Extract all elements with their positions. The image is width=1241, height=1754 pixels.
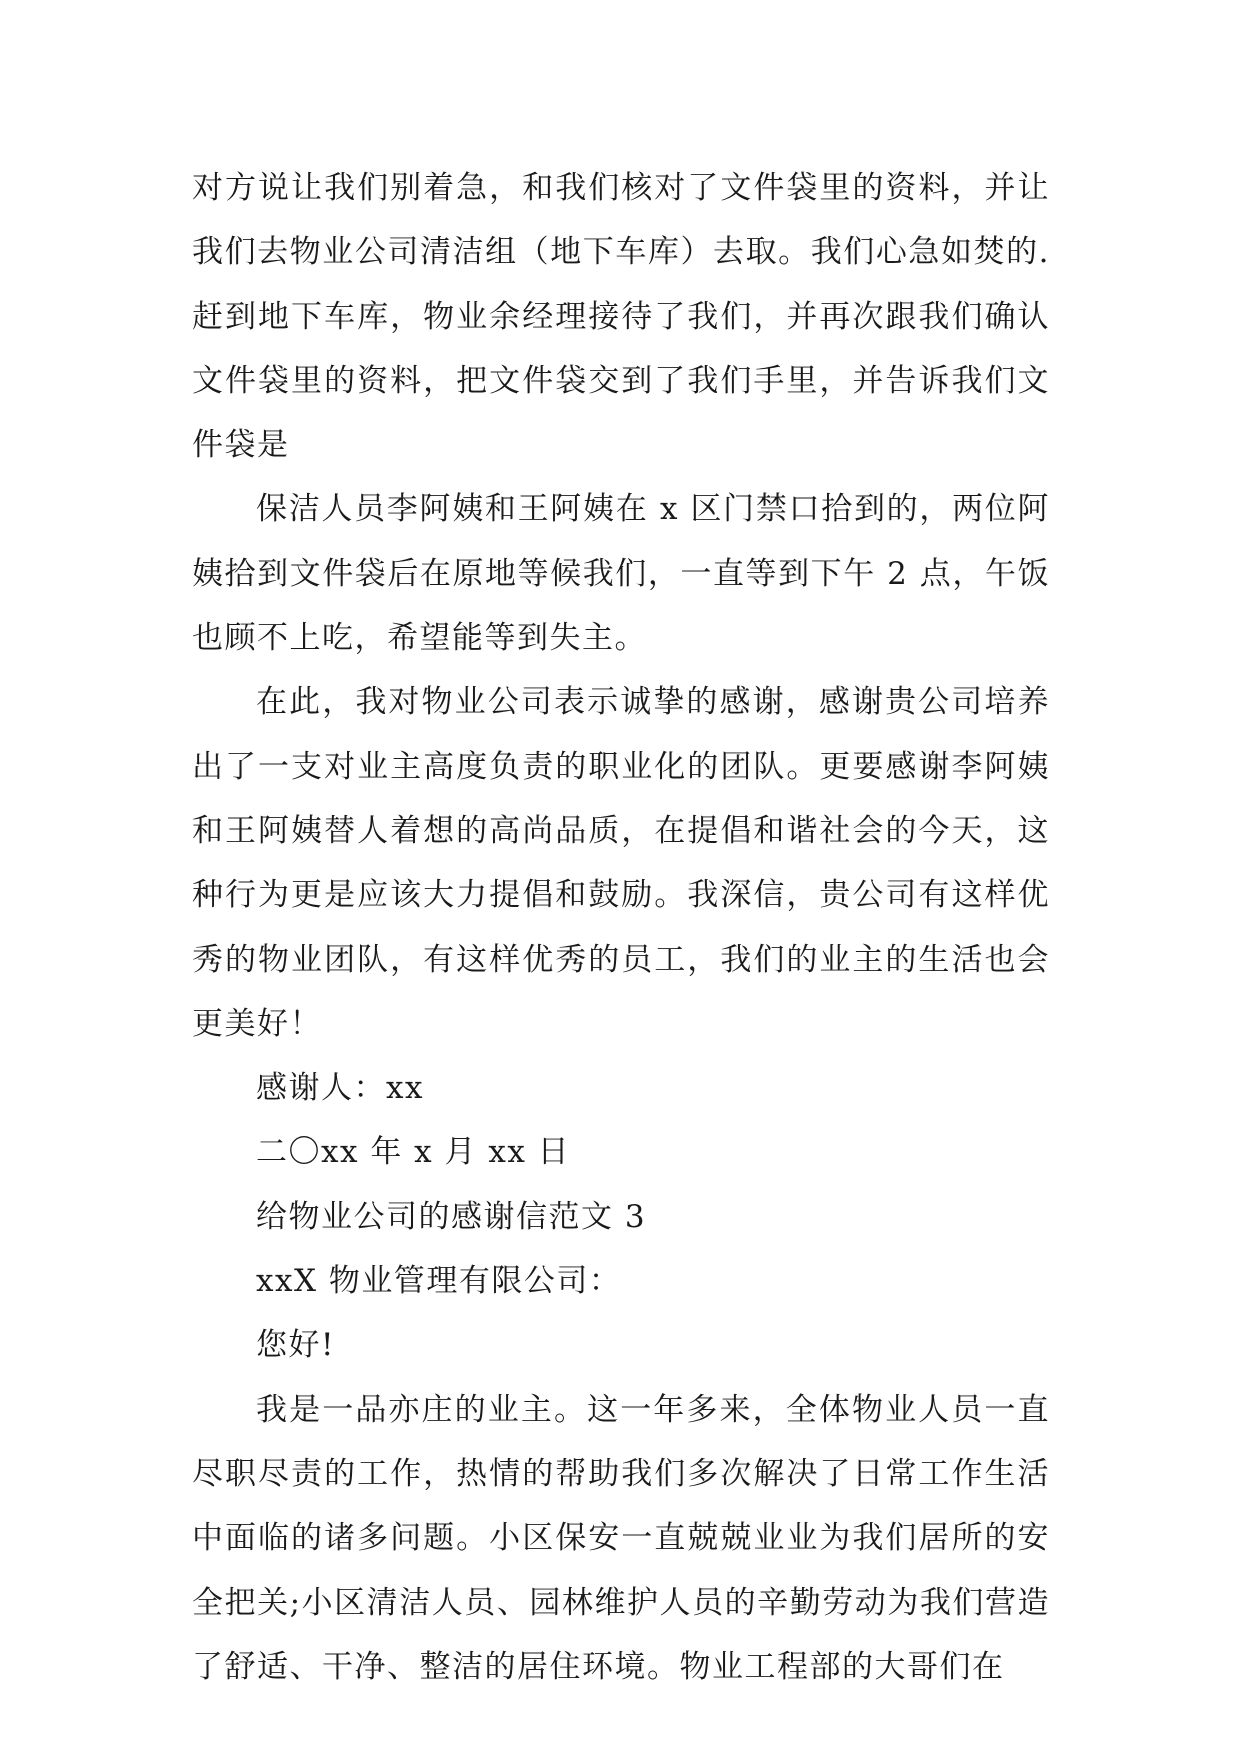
paragraph-thanks: 在此，我对物业公司表示诚挚的感谢，感谢贵公司培养出了一支对业主高度负责的职业化的团队。更要感谢李阿姨和王阿姨替人着想的高尚品质，在提倡和谐社会的今天，这种行为更是应该大力提倡和鼓励。我深信，贵公司有这样优秀的物业团队，有这样优秀的员工，我们的业主的生活也会更美好！ bbox=[192, 684, 1050, 1042]
paragraph-cleaners: 保洁人员李阿姨和王阿姨在 x 区门禁口拾到的，两位阿姨拾到文件袋后在原地等候我们，一直等到下午 2 点，午饭也顾不上吃，希望能等到失主。 bbox=[192, 491, 1050, 657]
date-line: 二〇xx 年 x 月 xx 日 bbox=[256, 1134, 571, 1171]
greeting-line: 您好! bbox=[256, 1327, 335, 1364]
paragraph-owner: 我是一品亦庄的业主。这一年多来，全体物业人员一直尽职尽责的工作，热情的帮助我们多次解决了日常工作生活中面临的诸多问题。小区保安一直兢兢业业为我们居所的安全把关;小区清洁人员、园林维护人员的辛勤劳动为我们营造了舒适、干净、整洁的居住环境。物业工程部的大哥们在 bbox=[192, 1391, 1050, 1685]
letter-heading: 给物业公司的感谢信范文 3 bbox=[256, 1198, 647, 1235]
signature-line: 感谢人：xx bbox=[256, 1070, 424, 1107]
addressee-line: xxX 物业管理有限公司： bbox=[256, 1263, 622, 1300]
document-body bbox=[192, 156, 1050, 1699]
paragraph-continued: 对方说让我们别着急，和我们核对了文件袋里的资料，并让我们去物业公司清洁组（地下车库）去取。我们心急如焚的.赶到地下车库，物业余经理接待了我们，并再次跟我们确认文件袋里的资料，把文件袋交到了我们手里，并告诉我们文件袋是 bbox=[192, 170, 1050, 464]
